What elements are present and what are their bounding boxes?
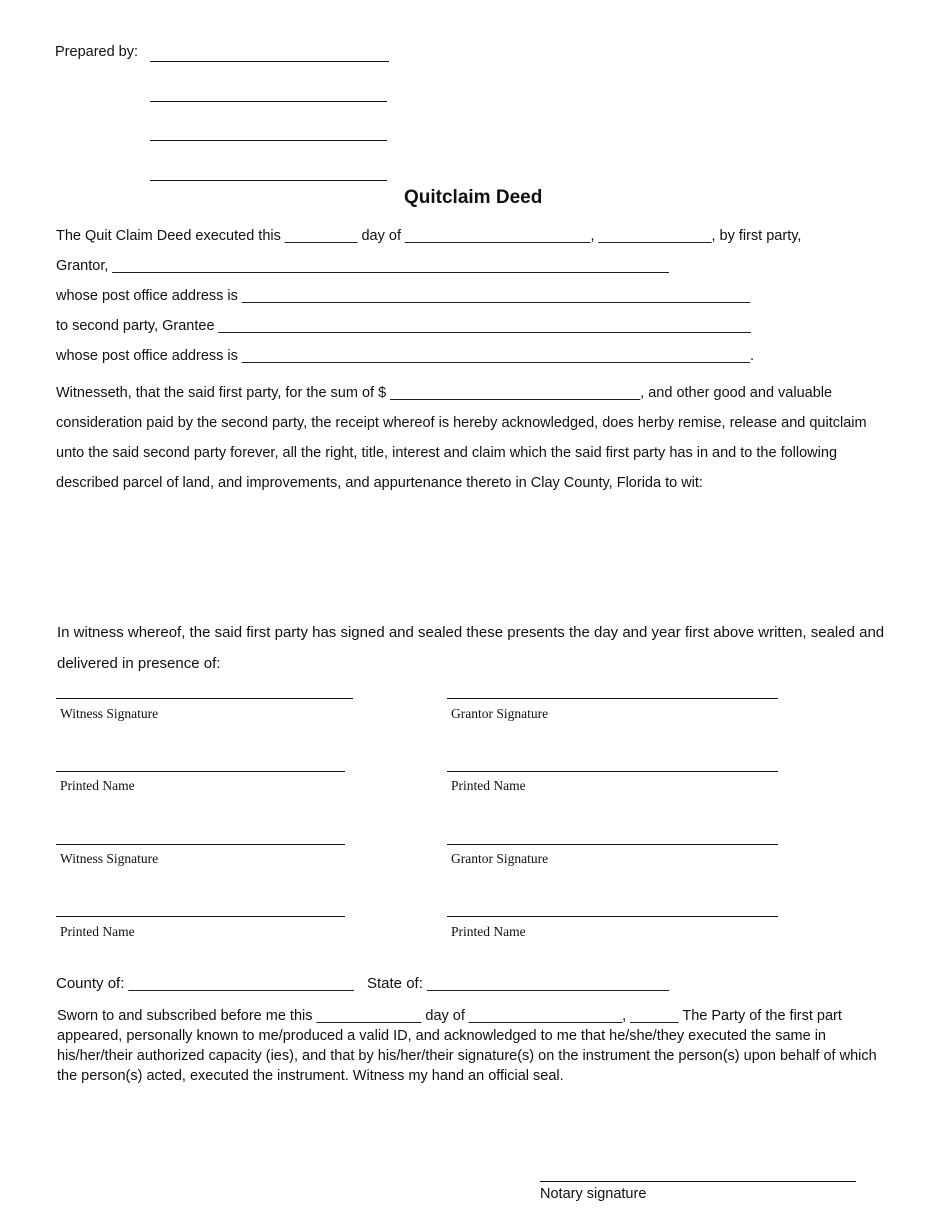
executed-line: The Quit Claim Deed executed this _________ day of _______________________, ______________, by first party, <box>56 228 802 244</box>
grantor-line: Grantor, _____________________________________________________________________ <box>56 258 669 274</box>
grantee-line: to second party, Grantee __________________________________________________________________ <box>56 318 751 334</box>
printed-name-line-2b[interactable] <box>447 916 778 917</box>
notary-signature-label: Notary signature <box>540 1186 647 1202</box>
grantor-signature-line-2[interactable] <box>447 844 778 845</box>
witnesseth-paragraph: Witnesseth, that the said first party, for the sum of $ _______________________________, and other good and valuable consideration paid by the second party, the receipt whereof is hereby acknowledged, does herby remise, release and quitclaim unto the said second party forever, all the right, title, interest and claim which the said first party has in and to the following described parcel of land, and improvements, and appurtenance thereto in Clay County, Florida to wit: <box>56 385 867 491</box>
witness-signature-line-2[interactable] <box>56 844 345 845</box>
witness-signature-line-1[interactable] <box>56 698 353 699</box>
witness-signature-label-1: Witness Signature <box>60 706 159 721</box>
state-field: State of: _____________________________ <box>367 975 669 992</box>
prepared-by-line-3[interactable] <box>150 140 387 141</box>
grantor-signature-line-1[interactable] <box>447 698 778 699</box>
notary-signature-line[interactable] <box>540 1181 856 1182</box>
printed-name-label-2a: Printed Name <box>60 924 135 939</box>
prepared-by-line-4[interactable] <box>150 180 387 181</box>
printed-name-line-1b[interactable] <box>447 771 778 772</box>
address-line-1: whose post office address is _______________________________________________________________ <box>56 288 750 304</box>
in-witness-paragraph: In witness whereof, the said first party has signed and sealed these presents the day and year first above written, sealed and delivered in presence of: <box>57 624 885 672</box>
witness-signature-label-2: Witness Signature <box>60 851 159 866</box>
sworn-paragraph: Sworn to and subscribed before me this _____________ day of ___________________, ______ The Party of the first part appeared, personally known to me/produced a valid ID, and acknowledged to me that he/she/they executed the same in his/her/their authorized capacity (ies), and that by his/her/their signature(s) on the instrument the person(s) upon behalf of which the person(s) acted, executed the instrument. Witness my hand an official seal. <box>57 1008 877 1084</box>
printed-name-line-2a[interactable] <box>56 916 345 917</box>
prepared-by-line-2[interactable] <box>150 101 387 102</box>
county-field: County of: ___________________________ <box>56 975 354 992</box>
document-title: Quitclaim Deed <box>404 187 543 208</box>
grantor-signature-label-1: Grantor Signature <box>451 706 549 721</box>
address-line-2: whose post office address is _______________________________________________________________. <box>56 348 754 364</box>
grantor-signature-label-2: Grantor Signature <box>451 851 549 866</box>
printed-name-label-2b: Printed Name <box>451 924 526 939</box>
printed-name-label-1b: Printed Name <box>451 778 526 793</box>
prepared-by-line-1[interactable] <box>150 61 389 62</box>
printed-name-line-1a[interactable] <box>56 771 345 772</box>
printed-name-label-1a: Printed Name <box>60 778 135 793</box>
prepared-by-label: Prepared by: <box>55 44 139 60</box>
